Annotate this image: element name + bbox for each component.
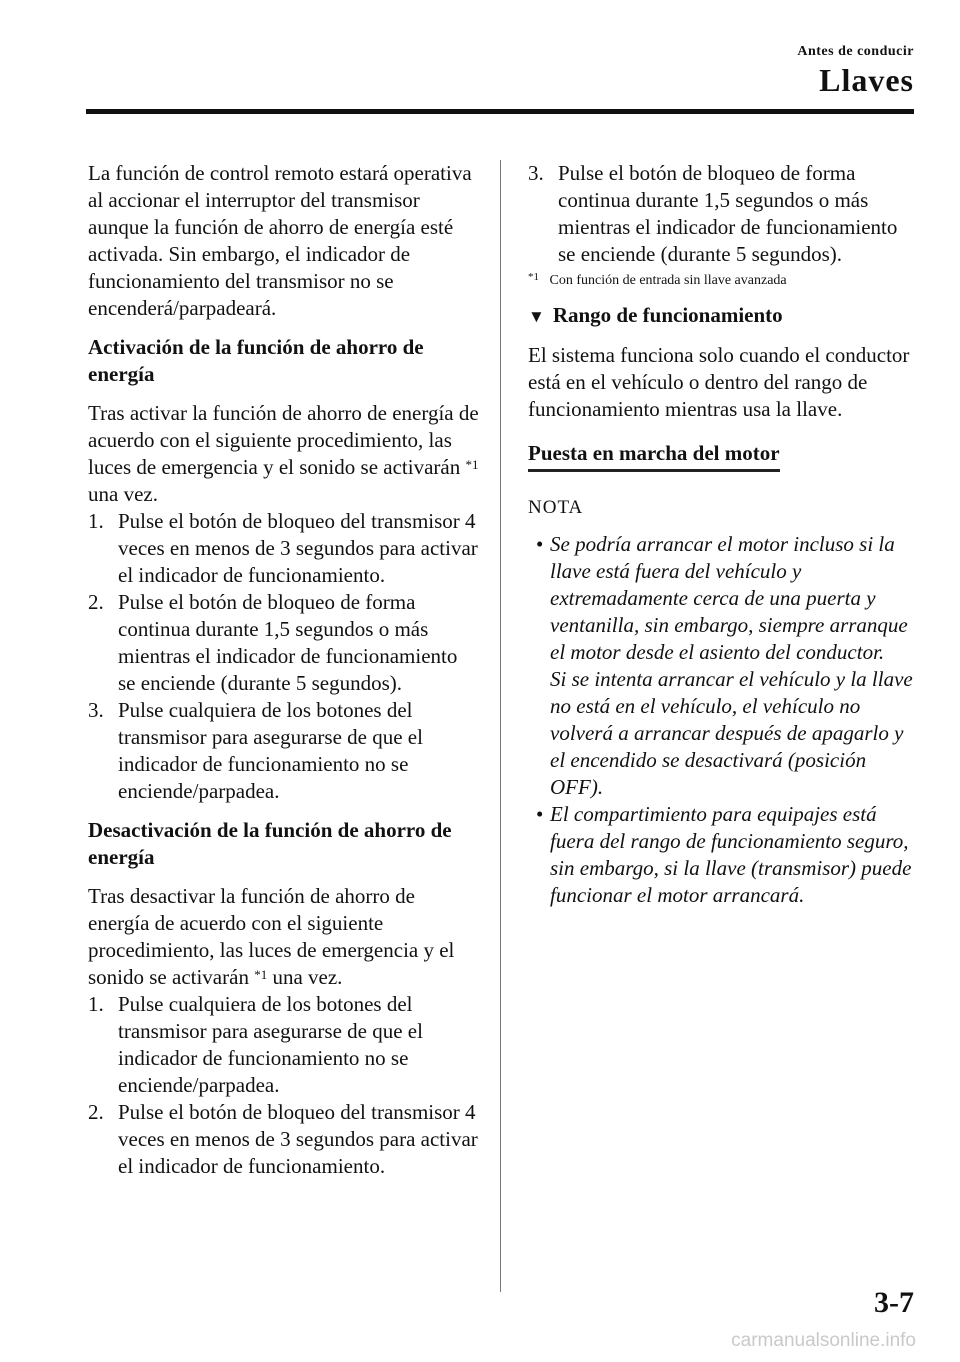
- list-item: 2. Pulse el botón de bloqueo de forma continua durante 1,5 segundos o más mientras el indicador de funcionamiento se enciende (durante 5 segundos).: [88, 590, 458, 695]
- list-item: 1. Pulse cualquiera de los botones del transmisor para asegurarse de que el indicador de funcionamiento no se enciende/parpadea.: [88, 992, 423, 1097]
- footnote: $^{*1}$ Con función de entrada sin llave avanzada: [528, 271, 787, 288]
- bullet-icon: •: [536, 532, 544, 556]
- engine-start-heading: Puesta en marcha del motor: [528, 441, 780, 472]
- left-column: [88, 160, 480, 1192]
- right-column: [528, 160, 918, 909]
- section-label: Antes de conducir: [797, 44, 914, 59]
- activation-paragraph: Tras activar la función de ahorro de energía de acuerdo con el siguiente procedimiento, las luces de emergencia y el sonido se activarán $^{*1}$ una vez.: [88, 401, 479, 506]
- activation-steps-continued: [528, 160, 918, 268]
- list-item: 3. Pulse cualquiera de los botones del transmisor para asegurarse de que el indicador de funcionamiento no se enciende/parpadea.: [88, 698, 423, 803]
- list-item: • Se podría arrancar el motor incluso si la llave está fuera del vehículo y extremadamente cerca de una puerta y ventanilla, sin embargo, siempre arranque el motor desde el asiento del conductor. Si se intenta arrancar el vehículo y la llave no está en el vehículo, el vehículo no volverá a arrancar después de apagarlo y el encendido se desactivará (posición OFF).: [536, 532, 913, 799]
- deactivation-paragraph: Tras desactivar la función de ahorro de energía de acuerdo con el siguiente procedimiento, las luces de emergencia y el sonido se activarán $^{*1}$ una vez.: [88, 884, 455, 989]
- intro-paragraph: La función de control remoto estará operativa al accionar el interruptor del transmisor aunque la función de ahorro de energía esté activada. Sin embargo, el indicador de funcionamiento del transmisor no se encenderá/parpadeará.: [88, 161, 472, 320]
- list-item: 1. Pulse el botón de bloqueo del transmisor 4 veces en menos de 3 segundos para activar el indicador de funcionamiento.: [88, 509, 478, 587]
- footnote-ref: *1: [254, 967, 268, 982]
- activation-steps: [88, 508, 480, 805]
- footnote-ref: *1: [465, 457, 479, 472]
- note-bullets: [528, 531, 918, 909]
- deactivation-steps: [88, 991, 480, 1180]
- note-label: NOTA: [528, 497, 584, 518]
- deactivation-heading: Desactivación de la función de ahorro de energía: [88, 818, 452, 869]
- watermark: carmanualsonline.info: [731, 1330, 916, 1351]
- header-rule: [86, 109, 914, 114]
- list-item: 2. Pulse el botón de bloqueo del transmisor 4 veces en menos de 3 segundos para activar el indicador de funcionamiento.: [88, 1100, 478, 1178]
- column-divider: [500, 160, 501, 1292]
- page-title: Llaves: [819, 62, 914, 98]
- page-number: 3-7: [874, 1286, 914, 1319]
- range-heading: ▼ Rango de funcionamiento: [528, 303, 783, 327]
- activation-heading: Activación de la función de ahorro de energía: [88, 335, 424, 386]
- range-paragraph: El sistema funciona solo cuando el conductor está en el vehículo o dentro del rango de funcionamiento mientras usa la llave.: [528, 343, 910, 421]
- list-item: • El compartimiento para equipajes está fuera del rango de funcionamiento seguro, sin embargo, si la llave (transmisor) puede funcionar el motor arrancará.: [536, 802, 912, 907]
- bullet-icon: •: [536, 802, 544, 826]
- triangle-down-icon: ▼: [528, 307, 545, 326]
- list-item: 3. Pulse el botón de bloqueo de forma continua durante 1,5 segundos o más mientras el indicador de funcionamiento se enciende (durante 5 segundos).: [528, 161, 898, 266]
